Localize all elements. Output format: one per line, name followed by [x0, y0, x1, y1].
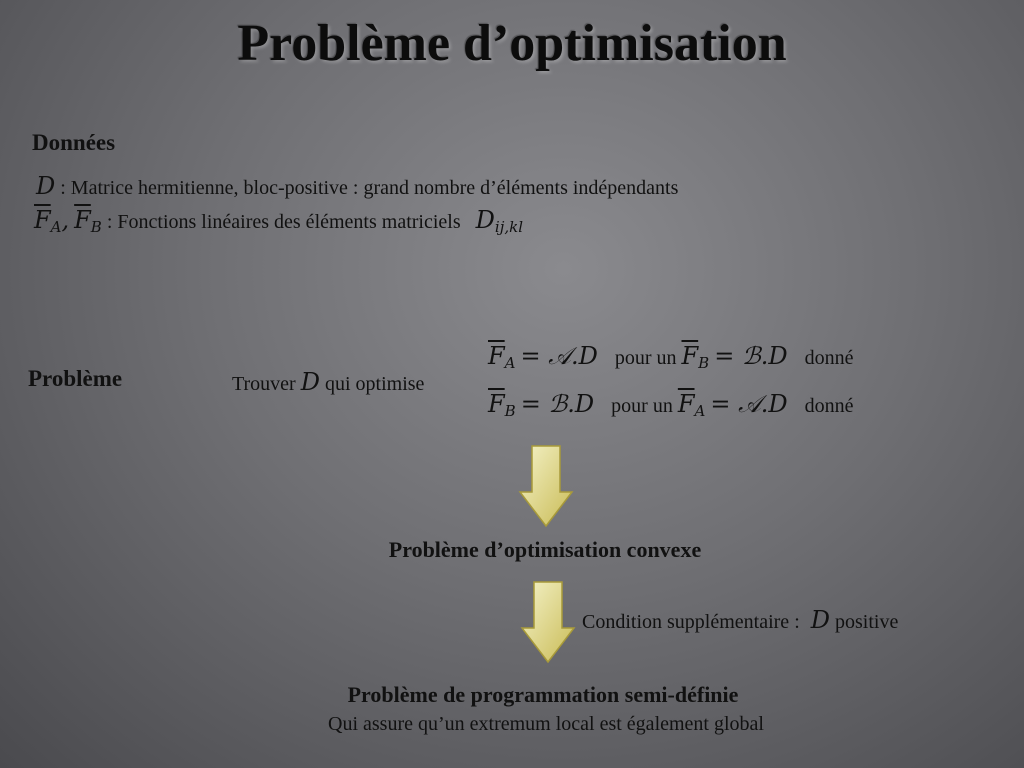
- trouver-line: Trouver D qui optimise: [232, 368, 425, 396]
- symbol-fb: $\overline{F}$: [74, 206, 91, 234]
- symbol-d: D: [36, 172, 56, 200]
- donnees-line-2-text: : Fonctions linéaires des éléments matriciels: [106, 211, 461, 233]
- donnees-heading: Données: [32, 130, 116, 155]
- donnees-line-1: [36, 172, 678, 200]
- equation-1: $\overline{F}_A$ = 𝒜.D pour un $\overline{F}_B$ = ℬ.D donné: [488, 342, 854, 372]
- down-arrow-icon: [520, 580, 576, 664]
- convexe-heading: Problème d’optimisation convexe: [388, 537, 702, 562]
- probleme-heading: Problème: [28, 366, 123, 391]
- sdp-heading: Problème de programmation semi-définie: [347, 682, 739, 707]
- symbol-fa: $\overline{F}$: [34, 206, 51, 234]
- symbol-dijkl: D: [475, 206, 495, 234]
- condition-line: Condition supplémentaire : D positive: [582, 606, 899, 634]
- equation-2: $\overline{F}_B$ = ℬ.D pour un $\overline{F}_A$ = 𝒜.D donné: [488, 390, 854, 420]
- page-title: Problème d’optimisation: [237, 15, 787, 72]
- symbol-d-trouver: D: [300, 368, 320, 396]
- sdp-subtitle: Qui assure qu’un extremum local est également global: [328, 713, 764, 735]
- down-arrow-icon: [518, 444, 574, 528]
- donnees-line-2: $\overline{F}_A$, $\overline{F}_B$ : Fonctions linéaires des éléments matriciels $D_{ij,kl}$: [34, 206, 523, 236]
- donnees-line-1-text: : Matrice hermitienne, bloc-positive : grand nombre d’éléments indépendants: [60, 177, 679, 199]
- symbol-d-condition: D: [810, 606, 830, 634]
